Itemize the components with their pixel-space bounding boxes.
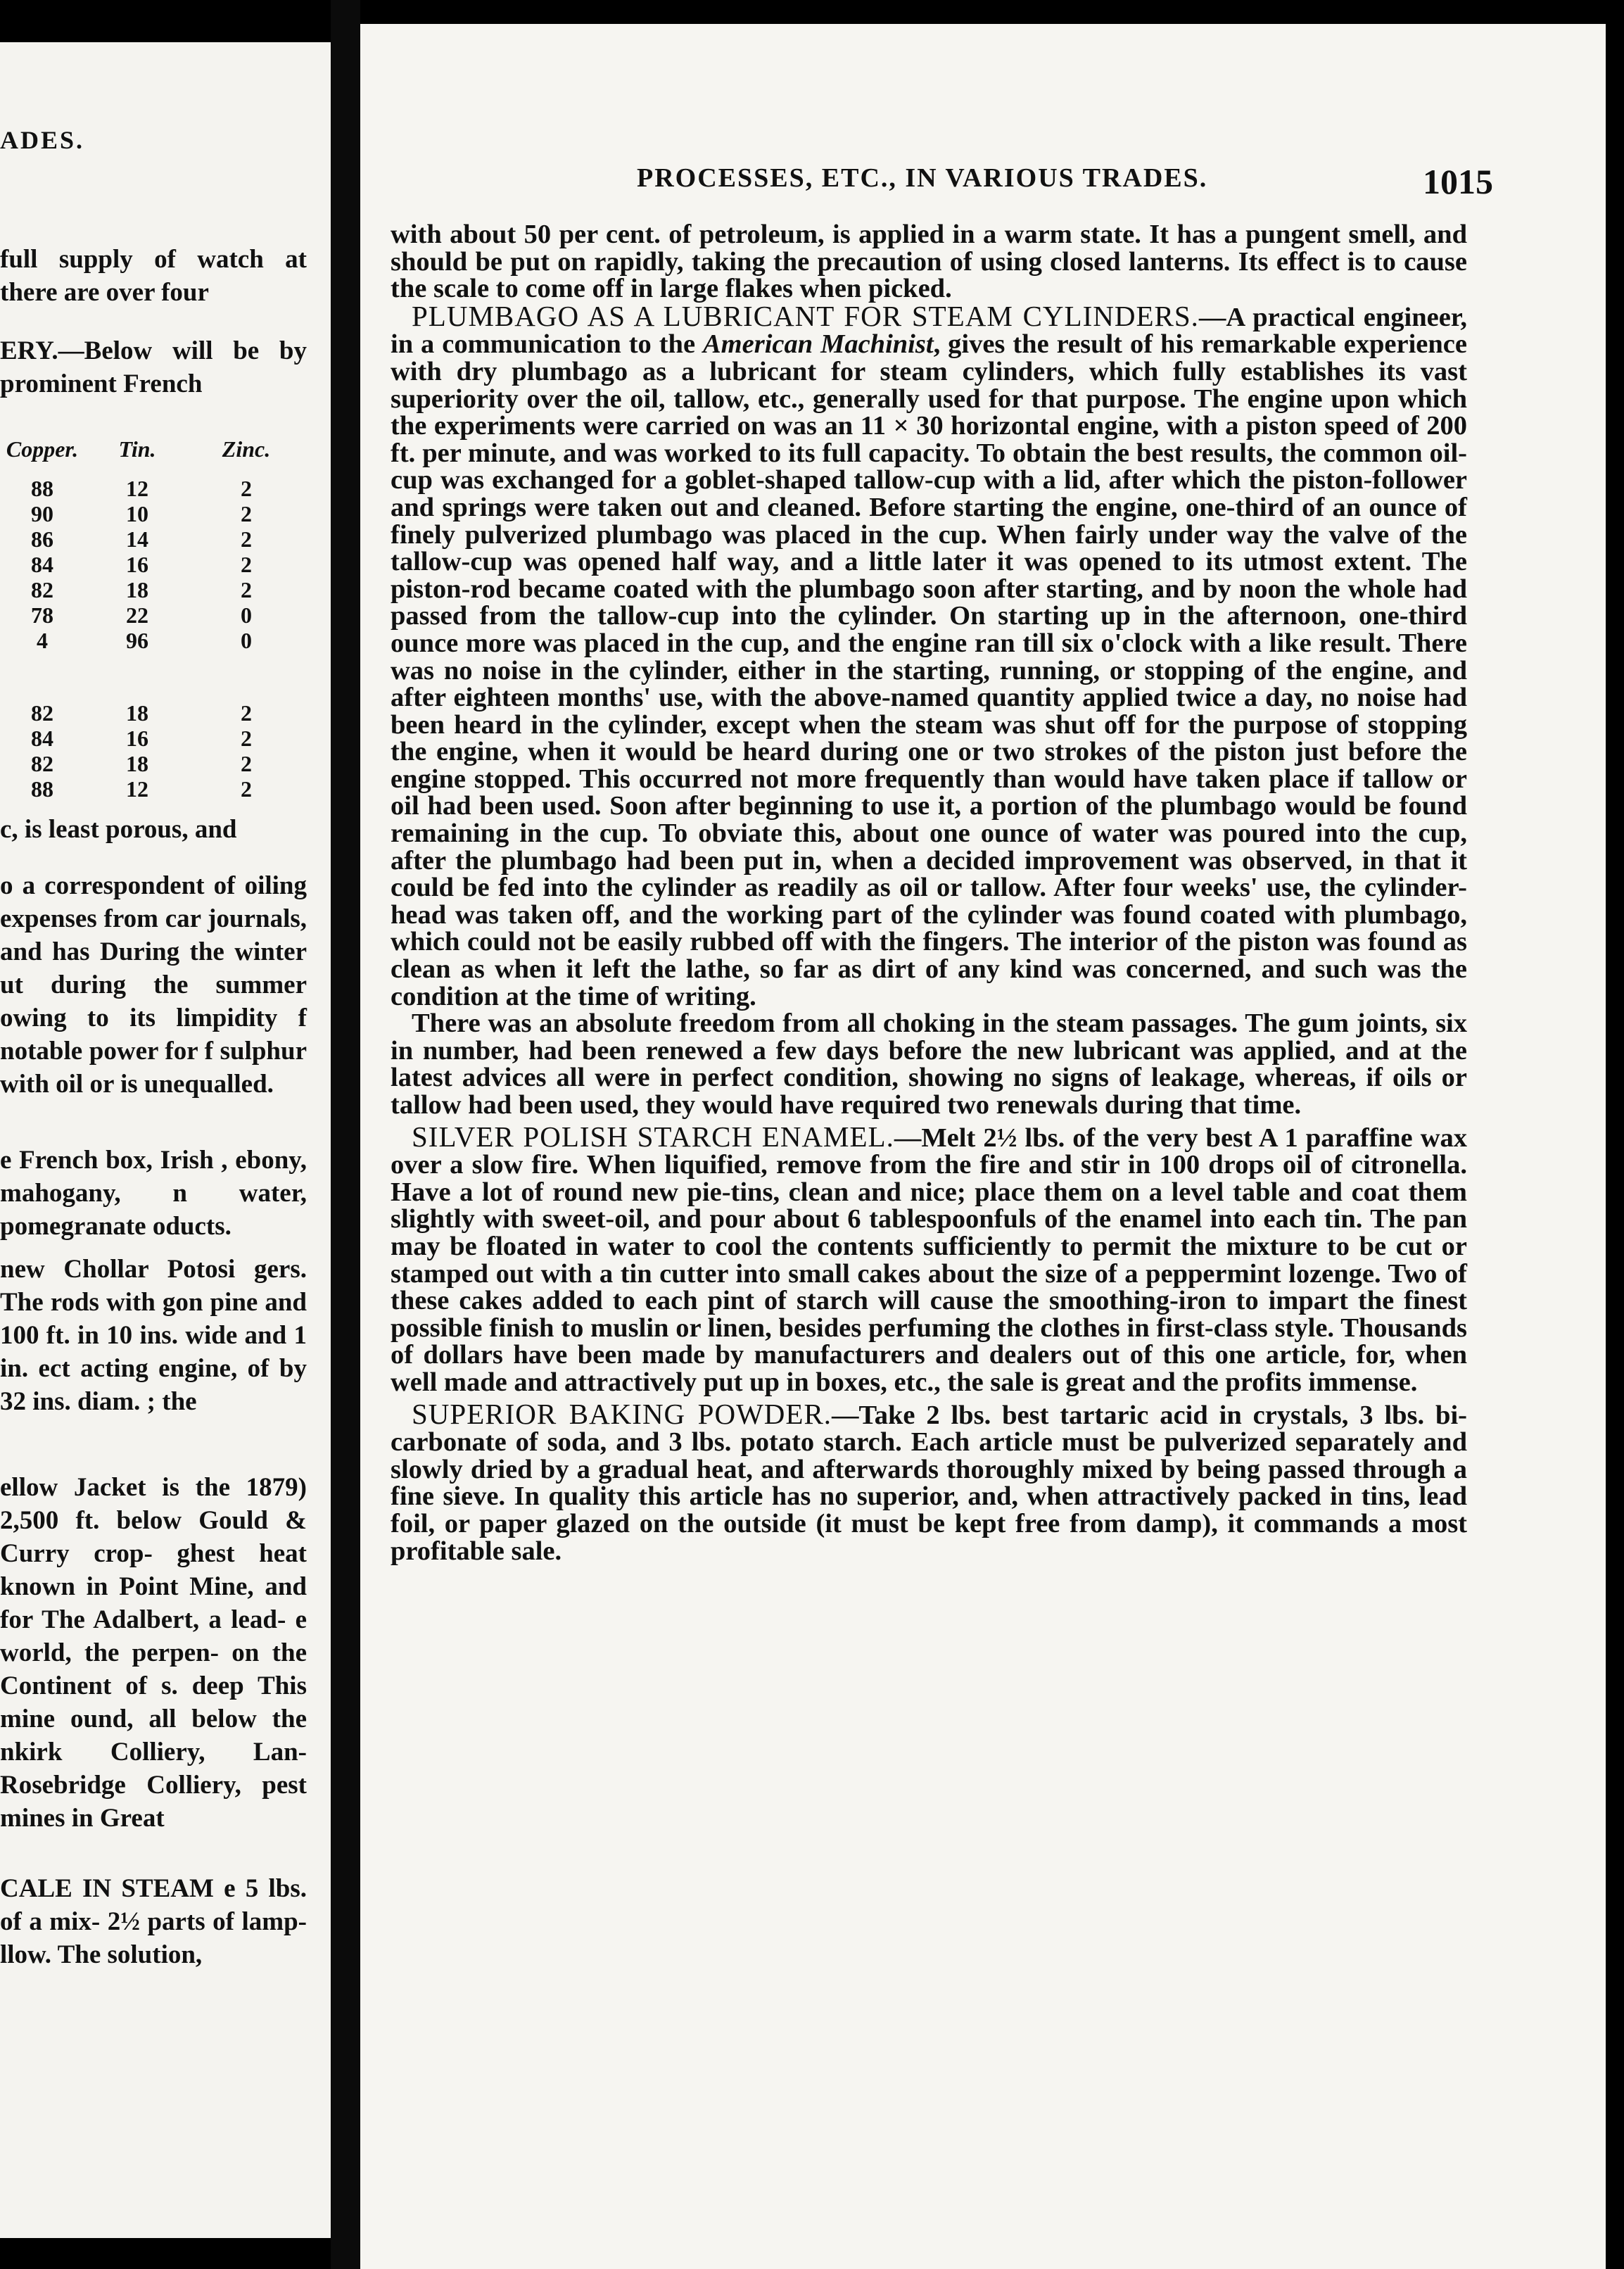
silver-section: [391, 1120, 1467, 1397]
running-head: PROCESSES, ETC., IN VARIOUS TRADES.: [637, 163, 1208, 193]
left-paragraph-woods: e French box, Irish , ebony, mahogany, n water, pomegranate oducts.: [0, 1146, 307, 1241]
left-paragraph-porous: c, is least porous, and: [0, 815, 237, 844]
page-body: [391, 221, 1467, 1565]
baking-text: —Take 2 lbs. best tartaric acid in crystals, 3 lbs. bi-carbonate of soda, and 3 lbs. potato starch. Each article must be pulverized separately and slowly dried by a gradual heat, and afterwards thoroughly mixed by being passed through a fine sieve. In quality this article has no superior, and, when attractively packed in tins, lead foil, or paper glazed on the outside (it must be kept free from damp), it commands a most profitable sale.: [391, 1400, 1467, 1566]
page-number: 1015: [1423, 162, 1493, 201]
left-paragraph-scale: CALE IN STEAM e 5 lbs. of a mix- 2½ parts of lamp- llow. The solution,: [0, 1874, 307, 1969]
header-copper: Copper.: [6, 436, 79, 462]
baking-section: [391, 1397, 1467, 1566]
header-zinc: Zinc.: [222, 436, 271, 462]
plumbago-journal: American Machinist: [703, 329, 934, 360]
silver-text: —Melt 2½ lbs. of the very best A 1 paraffine wax over a slow fire. When liquified, remove from the fire and stir in 100 drops oil of citronella. Have a lot of round new pie-tins, clean and nice; place them on a level table and coat them slightly with sweet-oil, and pour about 6 tablespoonfuls of the enamel into each tin. The pan may be floated in water to cool the contents sufficiently to permit the mixture to be cut or stamped out with a tin cutter into small cakes about the size of a peppermint lozenge. Two of these cakes added to each pint of starch will cause the smoothing-iron to impart the finest possible finish to muslin or linen, besides perfuming the clothes in first-class style. Thousands of dollars have been made by manufacturers and dealers out of this one article, for, when well made and attractively put up in boxes, etc., the sale is great and the profits immense.: [391, 1123, 1467, 1397]
table-row: 78 22 0: [31, 602, 252, 628]
table-row: 86 14 2: [31, 526, 252, 552]
left-page: [0, 42, 331, 2238]
left-running-head: ADES.: [0, 126, 85, 154]
plumbago-section: [391, 299, 1467, 1011]
table-row: 4 96 0: [37, 627, 252, 653]
alloy-table-header: [0, 436, 310, 462]
left-paragraph-potosi: new Chollar Potosi gers. The rods with gon pine and 100 ft. in 10 ins. wide and 1 in. ect acting engine, of by 32 ins. diam. ; the: [0, 1255, 307, 1416]
plumbago-text-b: , gives the result of his remarkable experience with dry plumbago as a lubricant for steam cylinders, which fully establishes its vast superiority over the oil, tallow, etc., generally used for that purpose. The engine upon which the experiments were carried on was an 11 × 30 horizontal engine, with a piston speed of 200 ft. per minute, and was worked to its full capacity. To obtain the best results, the common oil-cup was exchanged for a goblet-shaped tallow-cup with a lid, after which the piston-follower and springs were taken out and cleaned. Before starting the engine, one-third of an ounce of finely pulverized plumbago was placed in the cup. When fairly under way the valve of the tallow-cup was opened half way, and a little later it was opened to its utmost extent. The piston-rod became coated with the plumbago soon after starting, and by noon the whole had passed from the tallow-cup into the cylinder. On starting up in the afternoon, one-third ounce more was placed in the cup, and the engine ran till six o'clock with a like result. There was no noise in the cylinder, either in the starting, running, or stopping of the engine, and after eighteen months' use, with the above-named quantity applied twice a day, no noise had been heard in the cylinder, except when the steam was shut off for the purpose of stopping the engine, when it would be heard during one or two strokes of the piston just before the engine stopped. This occurred not more frequently than would have taken place if tallow or oil had been used. Soon after beginning to use it, a portion of the plumbago would be found remaining in the cup. To obviate this, about one ounce of water was poured into the cup, after the plumbago had been put in, when a decided improvement was observed, in that it could be fed into the cylinder as readily as oil or tallow. After four weeks' use, the cylinder-head was taken off, and the working part of the cylinder was found coated with plumbago, which could not be easily rubbed off with the fingers. The interior of the piston was found as clean as when it left the lathe, so far as dirt of any kind was concerned, and such was the condition at the time of writing.: [391, 329, 1467, 1011]
plumbago-heading: PLUMBAGO AS A LUBRICANT FOR STEAM CYLINDERS.: [412, 299, 1199, 332]
baking-heading: SUPERIOR BAKING POWDER.: [412, 1397, 832, 1430]
right-page: [360, 24, 1606, 2269]
left-paragraph-watch: full supply of watch at there are over four: [0, 245, 307, 307]
header-tin: Tin.: [118, 436, 156, 462]
table-row: 84 16 2: [31, 725, 252, 751]
left-paragraph-bronze: ERY.—Below will be by prominent French: [0, 336, 307, 398]
table-row: 84 16 2: [31, 551, 252, 577]
table-row: 82 18 2: [31, 700, 252, 726]
table-row: 82 18 2: [31, 576, 252, 602]
intro-paragraph: with about 50 per cent. of petroleum, is applied in a warm state. It has a pungent smell, and should be put on rapidly, taking the precaution of using closed lanterns. Its effect is to cause the scale to come off in large flakes when picked.: [391, 220, 1467, 304]
book-gutter: [331, 0, 360, 2269]
plumbago-text-a: —A practical engineer, in a communication to the: [391, 302, 1467, 360]
table-row: 82 18 2: [31, 750, 252, 776]
plumbago-paragraph-2: There was an absolute freedom from all choking in the steam passages. The gum joints, six in number, had been renewed a few days before the new lubricant was applied, and at the latest advices all were in perfect condition, showing no signs of leakage, whereas, if oils or tallow had been used, they would have required two renewals during that time.: [391, 1009, 1467, 1120]
left-paragraph-oiling: o a correspondent of oiling expenses from car journals, and has During the winter ut during the summer owing to its limpidity f notable power for f sulphur with oil or is unequalled.: [0, 871, 307, 1099]
alloy-table-1: [0, 436, 310, 653]
alloy-table-2: [0, 700, 310, 802]
table-row: 90 10 2: [31, 500, 252, 526]
table-row: 88 12 2: [31, 776, 252, 802]
silver-heading: SILVER POLISH STARCH ENAMEL.: [412, 1120, 894, 1153]
left-paragraph-mines: ellow Jacket is the 1879) 2,500 ft. below Gould & Curry crop- ghest heat known in Point Mine, and for The Adalbert, a lead- e world, the perpen- on the Continent of s. deep This mine ound, all below the nkirk Colliery, Lan- Rosebridge Colliery, pest mines in Great: [0, 1473, 307, 1833]
table-row: 88 12 2: [31, 475, 252, 501]
